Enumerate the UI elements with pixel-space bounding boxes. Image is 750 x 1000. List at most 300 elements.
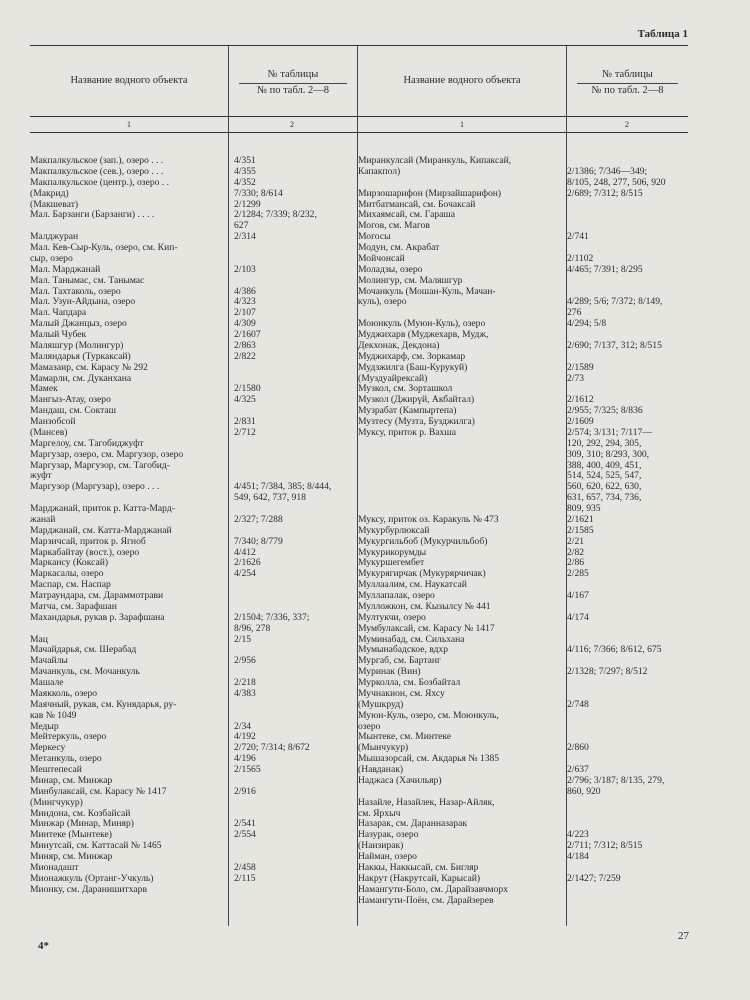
table-row bbox=[358, 319, 685, 330]
table-row bbox=[30, 265, 356, 276]
table-row bbox=[30, 863, 356, 874]
table-row bbox=[358, 667, 685, 678]
table-row bbox=[30, 189, 356, 200]
table-row bbox=[30, 667, 356, 678]
table-reference: 2/748 bbox=[567, 699, 589, 710]
water-body-name: Мукурягирчак (Мукурярчичак) bbox=[358, 569, 486, 580]
water-body-name: Макпалкульское (центр.), озеро . . bbox=[30, 177, 170, 188]
table-reference: 2/218 bbox=[234, 678, 256, 688]
table-reference: 2/1299 bbox=[234, 199, 261, 210]
table-reference bbox=[230, 504, 356, 515]
table-row bbox=[358, 352, 685, 363]
water-body-name: Матраундара, см. Дараммотрави bbox=[30, 591, 164, 601]
water-body-name: Минутсай, см. Каттасай № 1465 bbox=[30, 841, 162, 852]
table-reference: 2/554 bbox=[234, 830, 256, 841]
table-row bbox=[30, 722, 356, 733]
header-name-right: Название водного объекта bbox=[403, 75, 521, 86]
table-reference bbox=[230, 526, 356, 537]
water-body-name: Намангути-Боло, см. Дарайзавчморх bbox=[358, 884, 509, 895]
table-row bbox=[30, 167, 356, 178]
table-reference: 2/73 bbox=[567, 373, 585, 384]
water-body-name: Модун, см. Акрабат bbox=[358, 243, 440, 253]
table-row bbox=[30, 776, 356, 787]
table-reference: 2/34 bbox=[234, 721, 252, 732]
table-reference: 2/1612 bbox=[567, 395, 594, 406]
table-reference: 860, 920 bbox=[567, 786, 601, 797]
table-reference: 2/690; 7/137, 312; 8/515 bbox=[567, 340, 662, 351]
table-reference: 2/1386; 7/346—349; bbox=[567, 166, 648, 177]
water-body-name: Мынтеке, см. Минтеке bbox=[358, 732, 452, 743]
water-body-name: Маляшгур (Молингур) bbox=[30, 340, 124, 351]
table-reference: 2/741 bbox=[567, 232, 589, 243]
table-row bbox=[30, 276, 356, 287]
water-body-name: Метанкуль, озеро bbox=[30, 754, 102, 765]
table-row bbox=[30, 374, 356, 385]
table-reference: 514, 524, 525, 547, bbox=[567, 471, 642, 482]
table-row bbox=[30, 406, 356, 417]
table-row bbox=[30, 711, 356, 722]
table-row bbox=[30, 819, 356, 830]
signature-mark: 4* bbox=[38, 940, 49, 952]
table-reference bbox=[563, 722, 685, 733]
water-body-name: Назайле, Назайлек, Назар-Айляк, bbox=[358, 797, 495, 808]
water-body-name: Митбатмансай, см. Бочаксай bbox=[358, 199, 476, 210]
table-reference: 2/107 bbox=[234, 308, 256, 319]
table-row bbox=[358, 461, 685, 472]
water-body-name: Маргузар, озеро, см. Маргузор, озеро bbox=[30, 449, 184, 460]
water-body-name: Назарак, см. Даранназарак bbox=[358, 819, 468, 830]
water-body-name: озеро bbox=[358, 721, 381, 732]
table-row bbox=[358, 896, 685, 907]
water-body-name bbox=[358, 471, 563, 482]
table-row bbox=[30, 798, 356, 809]
table-reference: 627 bbox=[234, 221, 249, 232]
table-reference bbox=[563, 287, 685, 298]
table-reference: 4/351 bbox=[234, 156, 256, 166]
table-reference: 2/1621 bbox=[567, 514, 594, 525]
water-body-name: Муллапалак, озеро bbox=[358, 591, 435, 601]
water-body-name: Мачайдарья, см. Шерабад bbox=[30, 645, 137, 656]
water-body-name: Мукуршегембет bbox=[358, 558, 425, 569]
table-row bbox=[30, 645, 356, 656]
water-body-name bbox=[358, 461, 563, 472]
table-row bbox=[30, 384, 356, 395]
table-reference: 4/289; 5/6; 7/372; 8/149, bbox=[567, 297, 663, 308]
table-reference: 2/1626 bbox=[234, 558, 261, 569]
table-reference: 4/309 bbox=[234, 319, 256, 330]
water-body-name: Минар, см. Минжар bbox=[30, 775, 113, 786]
table-row bbox=[30, 689, 356, 700]
table-reference: 4/167 bbox=[567, 591, 589, 601]
table-row bbox=[30, 613, 356, 624]
water-body-name: Могов, см. Магов bbox=[358, 221, 430, 232]
water-body-name: жуфт bbox=[30, 471, 52, 482]
water-body-name: Мукурбурлюксай bbox=[358, 525, 430, 536]
table-row bbox=[30, 428, 356, 439]
table-row bbox=[30, 885, 356, 896]
water-body-name: Маркабайтау (вост.), озеро bbox=[30, 547, 140, 558]
water-body-name: Мойчонсай bbox=[358, 253, 405, 264]
table-reference bbox=[563, 896, 685, 907]
table-reference: 2/1328; 7/297; 8/512 bbox=[567, 667, 648, 678]
table-row bbox=[358, 232, 685, 243]
table-reference: 4/355 bbox=[234, 166, 256, 177]
table-reference: 809, 935 bbox=[567, 504, 601, 514]
water-body-name: Мал. Чапдара bbox=[30, 308, 87, 319]
water-body-name: Мал. Танымас, см. Танымас bbox=[30, 275, 145, 286]
table-row bbox=[30, 809, 356, 820]
header-table-ref: № по табл. 2—8 bbox=[256, 85, 330, 96]
table-reference bbox=[563, 656, 685, 667]
water-body-name: Мурколла, см. Бозбайтал bbox=[358, 678, 461, 688]
table-row bbox=[358, 254, 685, 265]
table-reference: 560, 620, 622, 630, bbox=[567, 482, 642, 493]
table-row bbox=[30, 210, 356, 221]
water-body-name: Марджанай, см. Катта-Марджанай bbox=[30, 525, 172, 536]
water-body-name bbox=[358, 482, 563, 493]
water-body-name: Музрабат (Кампыртепа) bbox=[358, 406, 457, 417]
water-body-name: Макпалкульское (сев.), озеро . . . bbox=[30, 166, 164, 177]
table-row bbox=[358, 874, 685, 885]
table-row bbox=[30, 732, 356, 743]
table-reference: 2/115 bbox=[234, 873, 256, 884]
table-row bbox=[358, 798, 685, 809]
table-row bbox=[358, 526, 685, 537]
table-row bbox=[30, 569, 356, 580]
water-body-name: Мудзжилга (Баш-Курукуй) bbox=[358, 362, 468, 373]
water-body-name: Назурак, озеро bbox=[358, 830, 419, 841]
table-tag: Таблица 1 bbox=[637, 28, 688, 40]
header-rule bbox=[30, 116, 688, 117]
water-body-name: Могосы bbox=[358, 232, 391, 243]
table-reference bbox=[230, 809, 356, 820]
table-row bbox=[358, 428, 685, 439]
table-row bbox=[358, 221, 685, 232]
table-reference bbox=[563, 580, 685, 591]
table-reference: 2/1589 bbox=[567, 362, 594, 373]
table-row bbox=[30, 743, 356, 754]
table-row bbox=[30, 548, 356, 559]
table-reference: 4/323 bbox=[234, 297, 256, 308]
colnum-2: 2 bbox=[290, 120, 294, 129]
water-body-name: Муксу, приток р. Вахша bbox=[358, 427, 456, 438]
table-reference bbox=[563, 809, 685, 820]
table-row bbox=[30, 352, 356, 363]
water-body-name: (Макшеват) bbox=[30, 199, 79, 210]
water-body-name: Мулложкон, см. Кызылсу № 441 bbox=[358, 601, 491, 612]
table-row bbox=[358, 482, 685, 493]
table-reference bbox=[563, 885, 685, 896]
table-row bbox=[358, 417, 685, 428]
table-row bbox=[30, 874, 356, 885]
water-body-name: Наджаса (Хачильяр) bbox=[358, 775, 442, 786]
water-body-name: Мионадашт bbox=[30, 862, 79, 873]
table-reference: 2/82 bbox=[567, 547, 585, 558]
water-body-name: Моюнкуль (Муюн-Куль), озеро bbox=[358, 319, 486, 330]
header-table-no: № таблицы bbox=[267, 69, 319, 80]
water-body-name: Маспар, см. Наспар bbox=[30, 580, 111, 591]
water-body-name bbox=[358, 178, 563, 189]
table-reference: 2/541 bbox=[234, 819, 256, 830]
colnum-4: 2 bbox=[625, 120, 629, 129]
table-reference: 4/192 bbox=[234, 732, 256, 743]
table-row bbox=[358, 776, 685, 787]
table-reference: 2/1607 bbox=[234, 330, 261, 340]
table-row bbox=[358, 841, 685, 852]
water-body-name: Миняр, см. Минжар bbox=[30, 852, 113, 862]
water-body-name: Маргелоу, см. Тагобиджуфт bbox=[30, 438, 144, 449]
table-reference bbox=[230, 852, 356, 863]
table-reference: 7/330; 8/614 bbox=[234, 188, 283, 199]
water-body-name bbox=[358, 504, 563, 515]
table-reference: 2/637 bbox=[567, 765, 589, 775]
water-body-name: Мамек bbox=[30, 384, 58, 395]
table-row bbox=[30, 341, 356, 352]
table-reference: 4/383 bbox=[234, 688, 256, 699]
header-table-no-right bbox=[567, 68, 688, 97]
water-body-name: Матча, см. Зарафшан bbox=[30, 601, 117, 612]
table-reference: 2/1580 bbox=[234, 384, 261, 395]
water-body-name: Наккы, Наккысай, см. Бигляр bbox=[358, 862, 479, 873]
table-row bbox=[358, 374, 685, 385]
table-reference bbox=[563, 732, 685, 743]
water-body-name: (Муздуайрексай) bbox=[358, 373, 428, 384]
right-entries bbox=[358, 156, 685, 906]
table-row bbox=[358, 156, 685, 167]
water-body-name: Маргузор (Маргузар), озеро . . . bbox=[30, 482, 160, 493]
table-row bbox=[30, 461, 356, 472]
table-reference bbox=[230, 700, 356, 711]
table-row bbox=[358, 765, 685, 776]
table-row bbox=[30, 363, 356, 374]
water-body-name: (Мушкруд) bbox=[358, 699, 404, 710]
table-row bbox=[30, 635, 356, 646]
table-reference: 2/1585 bbox=[567, 525, 594, 536]
table-reference: 549, 642, 737, 918 bbox=[234, 493, 306, 504]
table-reference bbox=[563, 156, 685, 167]
water-body-name bbox=[30, 221, 230, 232]
water-body-name: Миндона, см. Козбайсай bbox=[30, 808, 131, 819]
water-body-name: Минтеке (Мынтеке) bbox=[30, 830, 112, 841]
table-reference: 8/105, 248, 277, 506, 920 bbox=[567, 177, 666, 188]
water-body-name: Минжар (Минар, Миняр) bbox=[30, 819, 134, 830]
table-reference: 2/574; 3/131; 7/117— bbox=[567, 427, 652, 438]
table-row bbox=[30, 330, 356, 341]
table-row bbox=[358, 689, 685, 700]
water-body-name: Муюн-Куль, озеро, см. Моюнкуль, bbox=[358, 710, 499, 721]
table-row bbox=[358, 711, 685, 722]
table-reference: 2/1284; 7/339; 8/232, bbox=[234, 210, 317, 221]
water-body-name: Капакпол) bbox=[358, 166, 401, 177]
water-body-name: Махандарья, рукав р. Зарафшана bbox=[30, 612, 165, 623]
table-reference: 2/86 bbox=[567, 558, 585, 569]
table-reference bbox=[230, 276, 356, 287]
water-body-name: Маркансу (Коксай) bbox=[30, 558, 109, 569]
table-reference: 2/1565 bbox=[234, 765, 261, 775]
table-row bbox=[30, 254, 356, 265]
table-row bbox=[358, 384, 685, 395]
colnum-1: 1 bbox=[127, 120, 131, 129]
water-body-name: Мандаш, см. Сокташ bbox=[30, 406, 117, 417]
table-row bbox=[358, 189, 685, 200]
water-body-name: Музтесу (Музта, Бузджилга) bbox=[358, 417, 475, 427]
water-body-name: Музкол (Джирүй, Акбайтал) bbox=[358, 395, 475, 406]
header-table-no: № таблицы bbox=[602, 69, 653, 80]
table-reference bbox=[563, 210, 685, 221]
table-row bbox=[358, 678, 685, 689]
water-body-name: Мачанкуль, см. Мочанкуль bbox=[30, 667, 140, 678]
water-body-name: жанай bbox=[30, 514, 56, 525]
colnum-3: 1 bbox=[460, 120, 464, 129]
water-body-name: Макпалкульское (зап.), озеро . . . bbox=[30, 156, 164, 166]
table-reference: 388, 400, 409, 451, bbox=[567, 460, 642, 471]
table-row bbox=[30, 558, 356, 569]
table-row bbox=[30, 178, 356, 189]
water-body-name: (Мынчукур) bbox=[358, 743, 409, 754]
table-reference: 2/314 bbox=[234, 232, 256, 243]
table-row bbox=[358, 471, 685, 482]
table-row bbox=[30, 537, 356, 548]
water-body-name bbox=[358, 493, 563, 504]
table-row bbox=[358, 363, 685, 374]
table-reference bbox=[230, 667, 356, 678]
table-reference bbox=[230, 776, 356, 787]
water-body-name: Мургаб, см. Бартанг bbox=[358, 656, 441, 667]
table-row bbox=[358, 493, 685, 504]
table-reference bbox=[563, 711, 685, 722]
table-row bbox=[30, 624, 356, 635]
table-reference: 4/254 bbox=[234, 569, 256, 580]
water-body-name: Мачайлы bbox=[30, 656, 68, 667]
water-body-name: кав № 1049 bbox=[30, 710, 77, 721]
table-row bbox=[358, 743, 685, 754]
water-body-name: Мейтеркуль, озеро bbox=[30, 732, 107, 743]
table-reference bbox=[563, 200, 685, 211]
water-body-name: Малджуран bbox=[30, 232, 79, 243]
water-body-name: Муджихарв (Муджехарв, Мудж, bbox=[358, 330, 489, 340]
water-body-name bbox=[358, 439, 563, 450]
water-body-name: Мумбулаксай, см. Карасу № 1417 bbox=[358, 623, 495, 634]
table-reference: 309, 310; 8/293, 300, bbox=[567, 449, 650, 460]
table-row bbox=[358, 178, 685, 189]
table-row bbox=[358, 548, 685, 559]
table-reference: 8/96, 278 bbox=[234, 623, 271, 634]
table-reference: 2/327; 7/288 bbox=[234, 514, 283, 525]
table-top-rule bbox=[30, 45, 688, 46]
table-row bbox=[30, 232, 356, 243]
table-row bbox=[358, 515, 685, 526]
table-row bbox=[30, 700, 356, 711]
left-entries bbox=[30, 156, 356, 896]
water-body-name: Муминабад, см. Сильхана bbox=[358, 634, 465, 645]
table-reference: 2/720; 7/314; 8/672 bbox=[234, 743, 310, 754]
water-body-name: Маляндарья (Туркаксай) bbox=[30, 351, 131, 362]
table-row bbox=[358, 602, 685, 613]
table-row bbox=[30, 395, 356, 406]
table-row bbox=[30, 765, 356, 776]
water-body-name: (Наизирак) bbox=[358, 841, 404, 852]
table-row bbox=[30, 221, 356, 232]
table-row bbox=[358, 558, 685, 569]
table-row bbox=[30, 200, 356, 211]
table-row bbox=[30, 504, 356, 515]
table-reference bbox=[563, 819, 685, 830]
table-row bbox=[358, 809, 685, 820]
table-reference: 2/822 bbox=[234, 351, 256, 362]
water-body-name: Мештепесай bbox=[30, 765, 82, 775]
table-reference bbox=[563, 798, 685, 809]
table-reference: 2/916 bbox=[234, 786, 256, 797]
water-body-name: Моладзы, озеро bbox=[358, 264, 423, 275]
table-reference bbox=[563, 602, 685, 613]
water-body-name: Намангути-Поён, см. Дарайзерев bbox=[358, 895, 494, 906]
table-reference bbox=[230, 711, 356, 722]
table-row bbox=[30, 787, 356, 798]
water-body-name: Мирзошарифон (Мирзайшарифон) bbox=[358, 188, 502, 199]
table-reference: 2/955; 7/325; 8/836 bbox=[567, 406, 643, 417]
table-reference bbox=[563, 243, 685, 254]
water-body-name: (Мингчукур) bbox=[30, 797, 83, 808]
table-row bbox=[358, 308, 685, 319]
table-row bbox=[358, 276, 685, 287]
water-body-name bbox=[358, 308, 563, 319]
table-row bbox=[358, 787, 685, 798]
water-body-name: Маякколь, озеро bbox=[30, 688, 98, 699]
table-row bbox=[358, 580, 685, 591]
table-reference bbox=[563, 678, 685, 689]
table-reference: 2/458 bbox=[234, 862, 256, 873]
table-reference: 4/451; 7/384, 385; 8/444, bbox=[234, 482, 332, 493]
water-body-name: см. Ярхыч bbox=[358, 808, 401, 819]
table-row bbox=[30, 297, 356, 308]
table-reference bbox=[230, 450, 356, 461]
table-reference: 4/352 bbox=[234, 177, 256, 188]
table-row bbox=[30, 515, 356, 526]
table-reference: 2/831 bbox=[234, 417, 256, 427]
water-body-name: Муринак (Вин) bbox=[358, 667, 421, 678]
table-row bbox=[30, 482, 356, 493]
table-reference bbox=[230, 602, 356, 613]
table-reference bbox=[230, 798, 356, 809]
water-body-name: Муллаалим, см. Наукатсай bbox=[358, 580, 467, 591]
water-body-name: Мукургильбоб (Мукурчильбоб) bbox=[358, 536, 488, 547]
table-reference: 4/174 bbox=[567, 612, 589, 623]
table-reference bbox=[230, 406, 356, 417]
table-reference: 2/1102 bbox=[567, 253, 594, 264]
table-row bbox=[358, 885, 685, 896]
table-reference bbox=[563, 863, 685, 874]
table-row bbox=[358, 613, 685, 624]
water-body-name: Мамарли, см. Дуканхана bbox=[30, 373, 132, 384]
table-reference bbox=[563, 276, 685, 287]
table-reference: 2/103 bbox=[234, 264, 256, 275]
table-row bbox=[358, 722, 685, 733]
table-row bbox=[30, 287, 356, 298]
water-body-name: Мышазорсай, см. Акдарья № 1385 bbox=[358, 754, 500, 765]
table-row bbox=[30, 754, 356, 765]
water-body-name: Малый Чубек bbox=[30, 330, 87, 340]
water-body-name: Мионку, см. Даранишитхарв bbox=[30, 884, 147, 895]
water-body-name: Декхонак, Декдона) bbox=[358, 340, 440, 351]
table-reference: 4/465; 7/391; 8/295 bbox=[567, 264, 643, 275]
table-reference bbox=[230, 645, 356, 656]
water-body-name: Найман, озеро bbox=[358, 852, 417, 862]
table-reference: 2/21 bbox=[567, 536, 585, 547]
table-row bbox=[358, 265, 685, 276]
table-row bbox=[30, 678, 356, 689]
water-body-name: Мал. Узун-Айдына, озеро bbox=[30, 297, 136, 308]
table-reference: 2/1609 bbox=[567, 417, 594, 427]
